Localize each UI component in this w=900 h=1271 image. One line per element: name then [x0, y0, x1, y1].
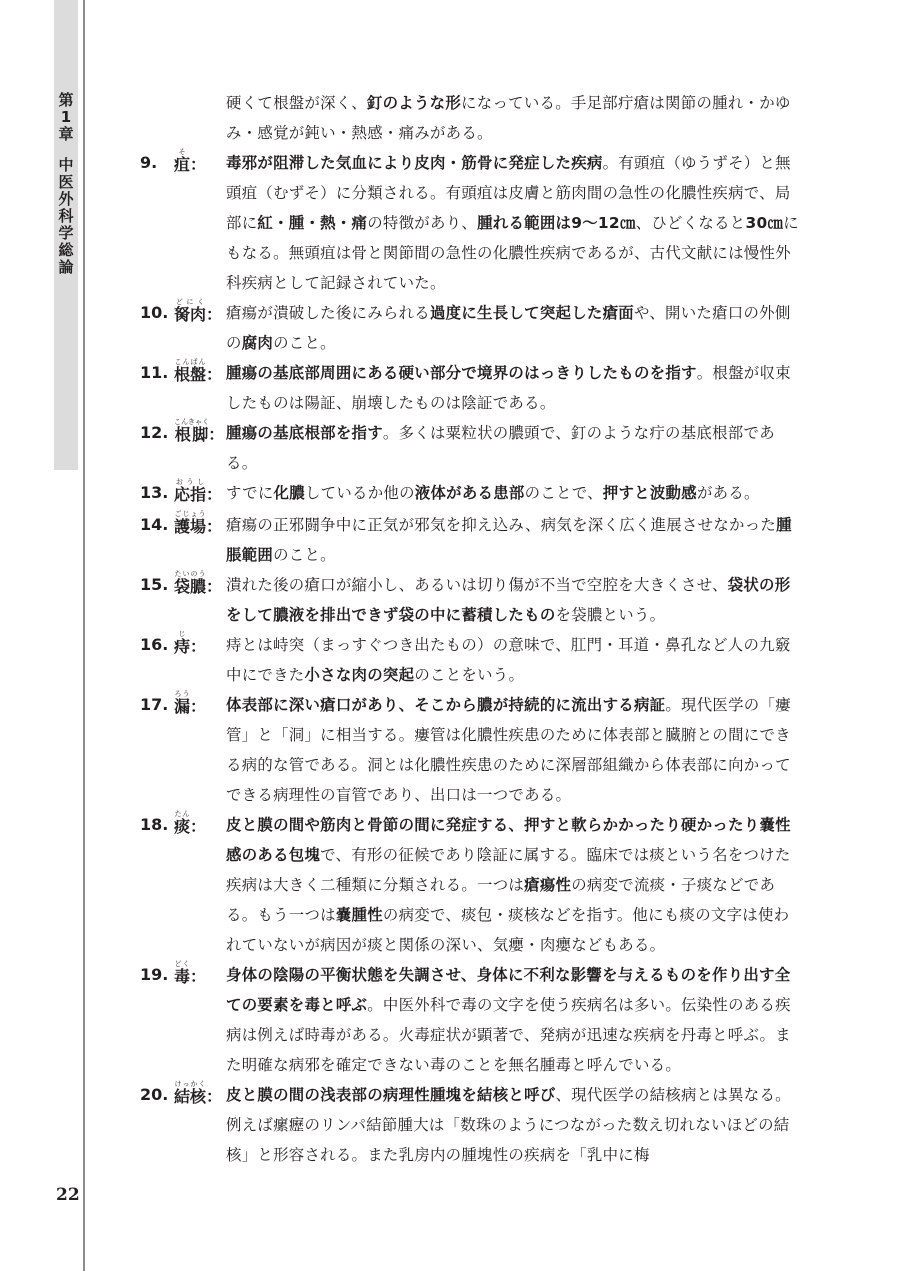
body-text: の病変で、痰包・痰核などを指す。他にも痰の文字は使われていないが病因が痰と関係の深い、気癭・肉癭などもある。 [226, 906, 790, 954]
emphasis-text: 腫瘍の基底部周囲にある硬い部分で境界のはっきりしたものを指す [226, 364, 697, 382]
emphasis-text: 腫脹範囲 [226, 516, 792, 564]
entry-term: 結核けっかく： [174, 1080, 223, 1106]
body-text: で、有形の征候であり陰証に属する。臨床では痰という名をつけた疾病は大きく二種類に分類される。一つは [226, 846, 791, 894]
entry-definition [226, 810, 800, 960]
glossary-entry [140, 510, 800, 570]
page-number: 22 [56, 1185, 80, 1205]
entry-term: 痰たん： [174, 810, 207, 836]
entry-definition [226, 418, 800, 478]
entry-number: 10. [140, 303, 169, 322]
emphasis-text: 身体の陰陽の平衡状態を失調させ、身体に不利な影響を与えるものを作り出す全ての要素を毒と呼ぶ [226, 966, 791, 1014]
entry-definition [226, 630, 800, 690]
body-text: のこと。 [273, 546, 336, 564]
glossary-entry [140, 1080, 800, 1170]
emphasis-text: 嚢腫性 [335, 906, 383, 924]
body-text: のことで、 [524, 484, 603, 502]
emphasis-text: 腫れる範囲は9～12㎝ [477, 214, 636, 232]
body-text: 。中医外科で毒の文字を使う疾病名は多い。伝染性のある疾病は例えば時毒がある。火毒症状が顕著で、発病が迅速な疾病を丹毒と呼ぶ。また明確な病邪を確定できない毒のことを無名腫毒と呼んでいる。 [226, 996, 791, 1074]
entry-number: 18. [140, 815, 169, 834]
emphasis-text: 体表部に深い瘡口があり、そこから膿が持続的に流出する病証 [226, 696, 666, 714]
entry-number: 20. [140, 1085, 169, 1104]
body-text: 。有頭疽（ゆうずそ）と無頭疽（むずそ）に分類される。有頭疽は皮膚と筋肉間の急性の化膿性疾病で、局部に [226, 154, 791, 232]
entry-term: 袋膿たいのう： [174, 570, 223, 596]
body-text: にもなる。無頭疽は骨と関節間の急性の化膿性疾病であるが、古代文献には慢性外科疾病として記録されていた。 [226, 214, 799, 292]
emphasis-text: 瘡瘍性 [524, 876, 572, 894]
margin-rule [83, 0, 85, 1271]
glossary-entry [140, 298, 800, 358]
entry-definition [226, 570, 800, 630]
emphasis-text: 毒邪が阻滞した気血により皮肉・筋骨に発症した疾病 [226, 154, 603, 172]
emphasis-text: 釘のような形 [366, 94, 462, 112]
chapter-tab [54, 0, 78, 470]
body-text: 潰れた後の瘡口が縮小し、あるいは切り傷が不当で空腔を大きくさせ、 [226, 576, 728, 594]
entry-number: 17. [140, 695, 169, 714]
glossary-entry [140, 418, 800, 478]
emphasis-text: 小さな肉の突起 [304, 666, 415, 684]
entry-definition [226, 298, 800, 358]
emphasis-text: 30㎝ [745, 214, 784, 232]
entry-number: 15. [140, 575, 169, 594]
entry-number: 16. [140, 635, 169, 654]
emphasis-text: 押すと波動感 [602, 484, 697, 502]
body-text: のこと。 [273, 334, 336, 352]
entry-number: 13. [140, 483, 169, 502]
glossary-entry [140, 478, 800, 510]
body-text: 。現代医学の「瘻管」と「洞」に相当する。瘻管は化膿性疾患のために体表部と臓腑との間にできる病的な管である。洞とは化膿性疾患のために深層部組織から体表部に向かってできる病理性の盲管であり、出口は一つである。 [226, 696, 791, 804]
body-text: を袋膿という。 [555, 606, 666, 624]
emphasis-text: 皮と膜の間や筋肉と骨節の間に発症する、押すと軟らかかったり硬かったり嚢性感のある包塊 [226, 816, 791, 864]
entry-term: 応指おうし： [174, 478, 223, 504]
entry-term: 根脚こんきゃく： [174, 418, 225, 444]
glossary-list [140, 148, 800, 1170]
entry-definition [226, 1080, 800, 1170]
emphasis-text: 液体がある患部 [414, 484, 525, 502]
body-text: 痔とは峙突（まっすぐつき出たもの）の意味で、肛門・耳道・鼻孔など人の九竅中にできた [226, 636, 791, 684]
entry-definition [226, 510, 800, 570]
emphasis-text: 腫瘍の基底根部を指す [226, 424, 383, 442]
entry-number: 11. [140, 363, 169, 382]
body-text: 、ひどくなると [635, 214, 746, 232]
body-text: の特徴があり、 [367, 214, 478, 232]
emphasis-text: 化膿 [273, 484, 305, 502]
glossary-entry [140, 810, 800, 960]
emphasis-text: 袋状の形をして膿液を排出できず袋の中に蓄積したもの [226, 576, 791, 624]
body-text: しているか他の [304, 484, 415, 502]
entry-term: 胬肉どにく： [174, 298, 223, 324]
body-text: のことをいう。 [414, 666, 525, 684]
body-text: になっている。手足部疔瘡は関節の腫れ・かゆみ・感覚が鈍い・熱感・痛みがある。 [226, 94, 791, 142]
glossary-entry [140, 630, 800, 690]
body-text: 。根盤が収束したものは陽証、崩壊したものは陰証である。 [226, 364, 791, 412]
entry-term: 毒どく： [174, 960, 207, 986]
glossary-entry [140, 690, 800, 810]
emphasis-text: 紅・腫・熱・痛 [257, 214, 368, 232]
intro-paragraph [226, 88, 800, 148]
entry-number: 12. [140, 423, 169, 442]
glossary-entry [140, 148, 800, 298]
body-text: すでに [226, 484, 274, 502]
glossary-entry [140, 960, 800, 1080]
entry-definition [226, 690, 800, 810]
entry-term: 疽そ： [174, 148, 207, 174]
body-text: 。多くは粟粒状の膿頭で、釘のような疔の基底根部である。 [226, 424, 775, 472]
entry-term: 痔じ： [174, 630, 207, 656]
entry-term: 護場ごじょう： [174, 510, 223, 536]
chapter-label: 第 1 章 中 医 外 科 学 総 論 [58, 91, 74, 276]
glossary-entry [140, 570, 800, 630]
entry-definition [226, 960, 800, 1080]
emphasis-text: 皮と膜の間の浅表部の病理性腫塊を結核と呼び [226, 1086, 556, 1104]
entry-definition [226, 478, 800, 508]
glossary-entry [140, 358, 800, 418]
emphasis-text: 過度に生長して突起した瘡面 [429, 304, 634, 322]
body-text: 、現代医学の結核病とは異なる。例えば瘰癧のリンパ結節腫大は「数珠のようにつながった数え切れないほどの結核」と形容される。また乳房内の腫塊性の疾病を「乳中に梅 [226, 1086, 791, 1164]
entry-term: 漏ろう： [174, 690, 207, 716]
body-text: 瘡瘍の正邪闘争中に正気が邪気を抑え込み、病気を深く広く進展させなかった [226, 516, 777, 534]
body-text: 瘡瘍が潰破した後にみられる [226, 304, 430, 322]
entry-definition [226, 358, 800, 418]
body-text: の病変で流痰・子痰などである。もう一つは [226, 876, 776, 924]
body-text: や、開いた瘡口の外側の [226, 304, 791, 352]
entry-definition [226, 148, 800, 298]
glossary-content [140, 88, 800, 1170]
emphasis-text: 腐肉 [241, 334, 274, 352]
entry-term: 根盤こんばん： [174, 358, 223, 384]
body-text: がある。 [696, 484, 760, 502]
entry-number: 9. [140, 153, 158, 172]
body-text: 硬くて根盤が深く、 [226, 94, 367, 112]
entry-number: 14. [140, 515, 169, 534]
entry-number: 19. [140, 965, 169, 984]
